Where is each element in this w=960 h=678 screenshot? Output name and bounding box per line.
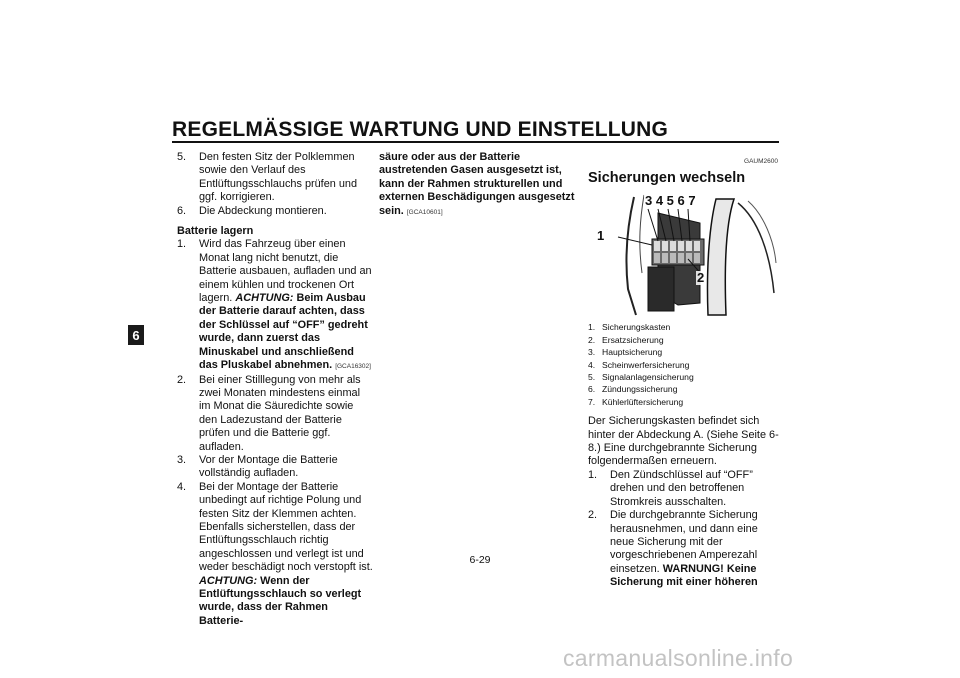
legend-item	[588, 359, 783, 371]
legend-item	[588, 396, 783, 408]
item-text	[610, 509, 783, 589]
caution-continuation	[379, 151, 575, 219]
page-title: REGELMÄSSIGE WARTUNG UND EINSTELLUNG	[172, 118, 669, 141]
item-body: Wird das Fahrzeug über einen Monat lang nicht benutzt, die Batterie ausbauen, aufladen und an einem kühlen und trockenen Ort lagern.	[199, 238, 372, 305]
legend-number: 7.	[588, 396, 596, 407]
list-item	[177, 205, 374, 218]
column-1	[177, 151, 374, 628]
item-number: 3.	[177, 453, 187, 466]
body-paragraph: Der Sicherungskasten befindet sich hinter der Abdeckung A. (Siehe Seite 6-8.) Eine durchgebrannte Sicherung folgendermaßen erneuern.	[588, 415, 779, 468]
item-number: 5.	[177, 151, 187, 163]
reference-code: GAUM2600	[744, 158, 778, 165]
legend-number: 4.	[588, 359, 596, 370]
legend-item	[588, 321, 783, 333]
list-item	[177, 481, 374, 628]
legend-text: Signalanlagensicherung	[602, 372, 694, 383]
column-2	[379, 151, 575, 219]
item-number: 6.	[177, 204, 187, 217]
legend-item	[588, 383, 783, 395]
item-body: Bei der Montage der Batterie unbedingt auf richtige Polung und festen Sitz der Klemmen achten. Ebenfalls sicherstellen, dass der Entlüftungsschlauch richtig angeschlossen und verlegt ist und weder beschädigt noch verstopft ist.	[199, 480, 373, 574]
figure-callout-top: 3 4 5 6 7	[645, 193, 696, 209]
list-item	[588, 509, 783, 589]
legend-text: Hauptsicherung	[602, 347, 663, 358]
item-body: Die durchgebrannte Sicherung herausnehmen, und dann eine neue Sicherung mit der vorgeschriebenen Amperezahl einsetzen.	[610, 509, 758, 575]
legend-number: 2.	[588, 334, 596, 345]
item-text	[199, 238, 374, 373]
legend-text: Scheinwerfersicherung	[602, 359, 690, 370]
warning-label: WARNUNG!	[662, 562, 724, 575]
section-title: Sicherungen wechseln	[588, 170, 746, 187]
item-text: Die Abdeckung montieren.	[199, 204, 327, 217]
legend-item	[588, 371, 783, 383]
legend-item	[588, 334, 783, 346]
item-text	[199, 481, 374, 628]
caution-label: ACHTUNG:	[235, 292, 294, 305]
list-item	[177, 238, 374, 373]
item-number: 4.	[177, 480, 187, 493]
caution-text: Beim Ausbau der Batterie darauf achten, dass der Schlüssel auf “OFF” gedreht wurde, dann zuerst das Minuskabel und anschließend das Pluskabel abnehmen.	[199, 292, 368, 372]
item-text: Den Zündschlüssel auf “OFF” drehen und den betroffenen Stromkreis ausschalten.	[610, 468, 753, 508]
item-number: 1.	[177, 238, 187, 251]
legend-text: Zündungssicherung	[602, 384, 678, 395]
fuse-box-figure	[588, 193, 778, 317]
list-item	[588, 469, 783, 509]
column-3	[588, 151, 783, 590]
legend-text: Sicherungskasten	[602, 322, 671, 333]
caution-text: Wenn der Entlüftungsschlauch so verlegt wurde, dass der Rahmen Batterie-	[199, 574, 362, 627]
chapter-tab: 6	[128, 325, 144, 345]
item-text: Bei einer Stilllegung von mehr als zwei Monaten mindestens einmal im Monat die Säuredichte sowie den Ladezustand der Batterie prüfen und die Batterie ggf. aufladen.	[199, 373, 361, 453]
figure-callout-right: 2	[697, 270, 705, 286]
fuse-box-illustration	[588, 193, 778, 317]
figure-callout-left: 1	[597, 228, 605, 244]
title-rule	[172, 141, 779, 143]
item-number: 2.	[177, 373, 187, 386]
item-text: Vor der Montage die Batterie vollständig aufladen.	[199, 453, 338, 480]
reference-code: [GCA16302]	[335, 363, 371, 371]
list-item	[177, 374, 374, 454]
caution-text: säure oder aus der Batterie austretenden Gasen ausgesetzt ist, kann der Rahmen strukturellen und externen Beschädigungen ausgesetzt sein.	[379, 151, 575, 217]
item-number: 2.	[588, 509, 598, 522]
legend-text: Kühlerlüftersicherung	[602, 396, 684, 407]
watermark: carmanualsonline.info	[563, 645, 794, 671]
legend-item	[588, 346, 783, 358]
item-text: Den festen Sitz der Polklemmen sowie den Verlauf des Entlüftungsschlauchs prüfen und ggf. korrigieren.	[199, 151, 358, 204]
item-number: 1.	[588, 468, 598, 481]
legend-number: 6.	[588, 384, 596, 395]
legend-number: 3.	[588, 347, 596, 358]
section-heading: Batterie lagern	[177, 225, 254, 238]
legend-number: 1.	[588, 322, 596, 333]
warning-text: Keine Sicherung mit einer höheren	[610, 562, 758, 589]
reference-code: [GCA10601]	[406, 208, 443, 216]
caution-label: ACHTUNG:	[199, 574, 258, 587]
page-number: 6-29	[469, 554, 491, 566]
figure-legend	[588, 321, 783, 408]
legend-number: 5.	[588, 372, 596, 383]
list-item	[177, 454, 374, 481]
list-item	[177, 151, 374, 205]
legend-text: Ersatzsicherung	[602, 334, 664, 345]
